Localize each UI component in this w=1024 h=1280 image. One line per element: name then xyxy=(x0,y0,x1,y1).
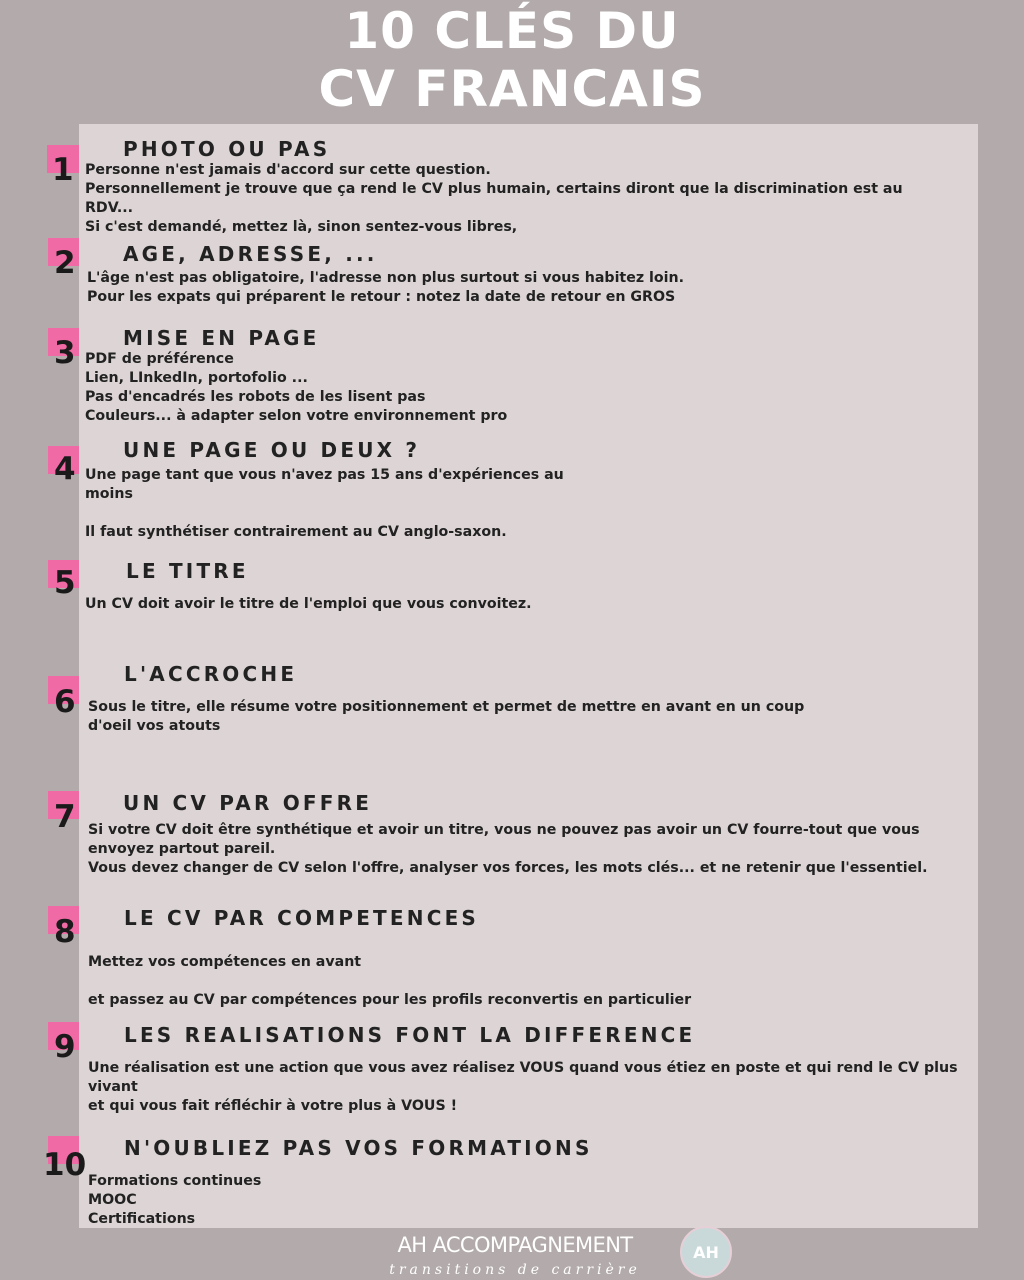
section-title-4: UNE PAGE OU DEUX ? xyxy=(123,438,421,462)
section-4-line-2: moins xyxy=(85,486,133,502)
brand-tagline: transitions de carrière xyxy=(389,1262,641,1278)
section-number-1: 1 xyxy=(52,152,74,188)
section-4-line-4: Il faut synthétiser contrairement au CV anglo-saxon. xyxy=(85,524,507,540)
section-9-line-3: et qui vous fait réfléchir à votre plus à VOUS ! xyxy=(88,1098,458,1114)
section-10-line-2: MOOC xyxy=(88,1192,137,1208)
section-10-line-1: Formations continues xyxy=(88,1173,262,1189)
section-number-2: 2 xyxy=(54,245,76,281)
brand-logo xyxy=(680,1226,732,1278)
section-9-line-2: vivant xyxy=(88,1079,138,1095)
section-9-line-1: Une réalisation est une action que vous avez réalisez VOUS quand vous étiez en poste et qui rend le CV plus xyxy=(88,1060,958,1076)
section-6-line-1: Sous le titre, elle résume votre positionnement et permet de mettre en avant en un coup xyxy=(88,699,805,715)
section-8-line-3: et passez au CV par compétences pour les profils reconvertis en particulier xyxy=(88,992,692,1008)
section-title-7: UN CV PAR OFFRE xyxy=(123,791,373,815)
section-4-line-1: Une page tant que vous n'avez pas 15 ans d'expériences au xyxy=(85,467,564,483)
section-title-2: AGE, ADRESSE, ... xyxy=(123,242,378,266)
section-title-9: LES REALISATIONS FONT LA DIFFERENCE xyxy=(124,1023,696,1047)
section-3-line-1: PDF de préférence xyxy=(85,351,234,367)
section-number-7: 7 xyxy=(54,799,76,835)
logo-text: AH xyxy=(693,1242,719,1262)
section-number-8: 8 xyxy=(54,914,76,950)
section-number-5: 5 xyxy=(54,565,76,601)
section-8-line-1: Mettez vos compétences en avant xyxy=(88,954,362,970)
section-7-line-2: envoyez partout pareil. xyxy=(88,841,276,857)
section-1-line-3: RDV... xyxy=(85,200,134,216)
section-number-4: 4 xyxy=(54,451,76,487)
section-1-line-2: Personnellement je trouve que ça rend le CV plus humain, certains diront que la discrimination est au xyxy=(85,181,903,197)
section-6-line-2: d'oeil vos atouts xyxy=(88,718,221,734)
page-title-line-1: 10 CLÉS DU xyxy=(344,2,680,60)
section-title-10: N'OUBLIEZ PAS VOS FORMATIONS xyxy=(124,1136,593,1160)
section-title-8: LE CV PAR COMPETENCES xyxy=(124,906,480,930)
section-1-line-1: Personne n'est jamais d'accord sur cette question. xyxy=(85,162,491,178)
section-7-line-1: Si votre CV doit être synthétique et avoir un titre, vous ne pouvez pas avoir un CV fourre-tout que vous xyxy=(88,822,920,838)
section-10-line-3: Certifications xyxy=(88,1211,196,1227)
brand-name: AH ACCOMPAGNEMENT xyxy=(397,1233,633,1257)
section-number-3: 3 xyxy=(54,335,76,371)
section-number-9: 9 xyxy=(54,1029,76,1065)
section-title-6: L'ACCROCHE xyxy=(124,662,298,686)
section-3-line-2: Lien, LInkedIn, portofolio ... xyxy=(85,370,308,386)
section-number-6: 6 xyxy=(54,684,76,720)
section-3-line-4: Couleurs... à adapter selon votre environnement pro xyxy=(85,408,508,424)
section-2-line-1: L'âge n'est pas obligatoire, l'adresse non plus surtout si vous habitez loin. xyxy=(87,270,684,286)
section-3-line-3: Pas d'encadrés les robots de les lisent pas xyxy=(85,389,426,405)
section-1-line-4: Si c'est demandé, mettez là, sinon sentez-vous libres, xyxy=(85,219,518,235)
section-title-5: LE TITRE xyxy=(126,559,249,583)
page-title-line-2: CV FRANCAIS xyxy=(318,60,706,118)
section-title-3: MISE EN PAGE xyxy=(123,326,320,350)
section-7-line-3: Vous devez changer de CV selon l'offre, analyser vos forces, les mots clés... et ne retenir que l'essentiel. xyxy=(88,860,928,876)
section-number-10: 10 xyxy=(43,1147,87,1183)
section-title-1: PHOTO OU PAS xyxy=(123,137,331,161)
section-5-line-1: Un CV doit avoir le titre de l'emploi que vous convoitez. xyxy=(85,596,532,612)
section-2-line-2: Pour les expats qui préparent le retour : notez la date de retour en GROS xyxy=(87,289,676,305)
